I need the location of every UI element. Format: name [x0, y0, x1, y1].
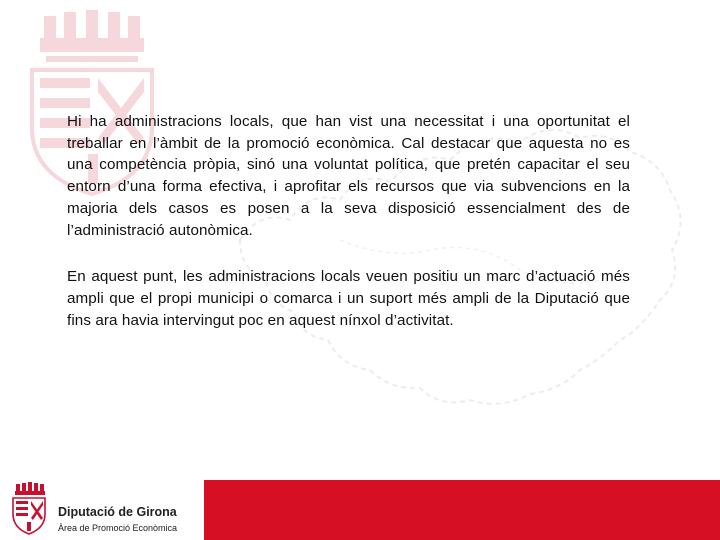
footer-logo	[8, 480, 204, 540]
paragraph-2: En aquest punt, les administracions locals veuen positiu un marc d’actuació més ampli que el propi municipi o comarca i un suport més ampli de la Diputació que fins ara havia intervingut poc en aquest nínxol d’activitat.	[67, 268, 630, 329]
footer-red-band	[204, 480, 720, 540]
main-content	[67, 111, 630, 331]
paragraph-1: Hi ha administracions locals, que han vist una necessitat i una oportunitat el treballar en l’àmbit de la promoció econòmica. Cal destacar que aquesta no es una competència pròpia, sinó una voluntat política, que pretén capacitar el seu entorn d’una forma efectiva, i aprofitar els recursos que via subvencions en la majoria dels casos es posen a la seva disposició essencialment des de l’administració autonòmica.	[67, 113, 630, 239]
crest-icon	[10, 482, 48, 536]
department-name: Àrea de Promoció Econòmica	[58, 523, 178, 533]
org-name: Diputació de Girona	[58, 505, 177, 519]
